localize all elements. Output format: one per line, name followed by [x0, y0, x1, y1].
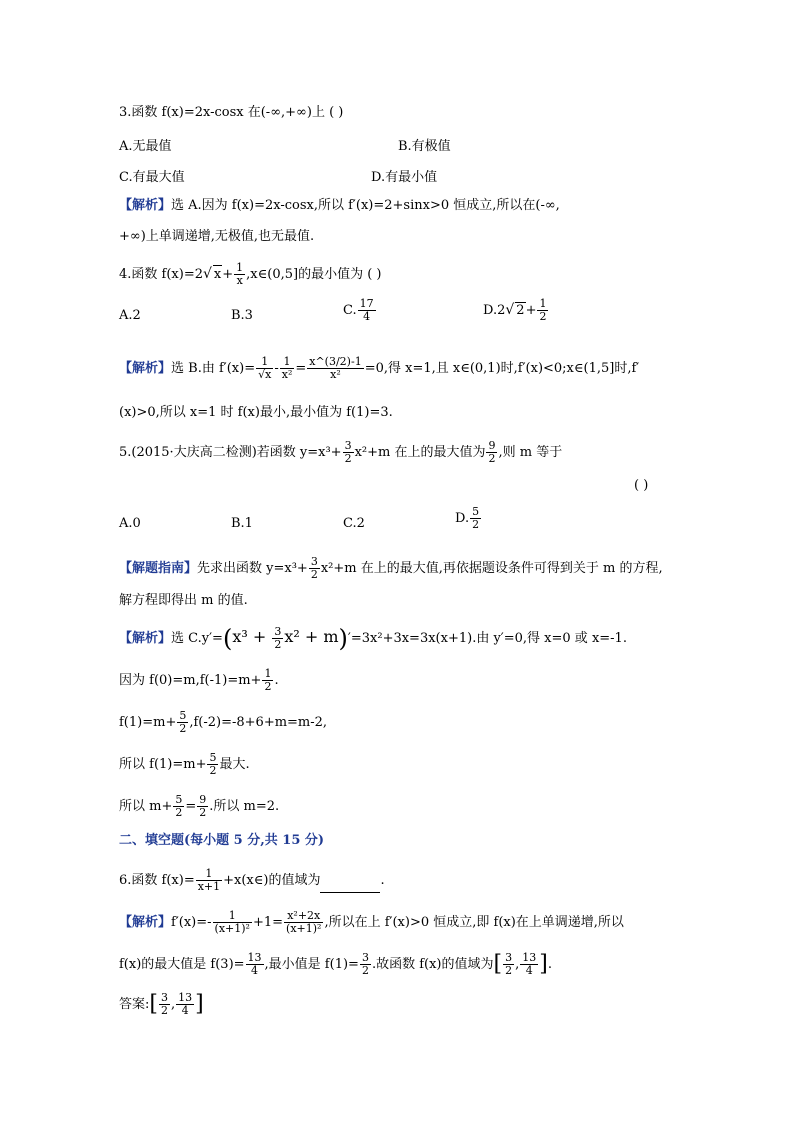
q6-a2-frac1 [246, 952, 264, 977]
analysis-tag: 【解析】 [119, 198, 172, 213]
q5-line2-den: 2 [264, 680, 272, 693]
q5-option-d-num: 5 [472, 505, 480, 518]
q5-guide-num: 3 [310, 555, 318, 568]
q4-a-den2: x² [281, 368, 293, 381]
q6-a2-rbracket: ] [539, 951, 548, 977]
q5-option-a: A.0 [119, 516, 141, 531]
q5-line5-eq: = [185, 799, 197, 814]
q6-analysis-line2 [119, 952, 552, 977]
q5-stem-num2: 9 [488, 439, 496, 452]
q6-a2-mid2: .故函数 f(x)的值域为 [371, 957, 494, 972]
q6-a2-end: . [547, 957, 552, 972]
q4-stem-pre: 4.函数 f(x)=2 [119, 267, 203, 282]
answer-rbracket: ] [195, 991, 204, 1017]
q5-line5-den: 2 [175, 806, 183, 819]
q4-option-c-fraction [358, 298, 376, 323]
q4-analysis-line1 [119, 356, 639, 381]
q4-analysis-text1b: =0,得 x=1,且 x∈(0,1)时,f′(x)<0;x∈(1,5]时,f′ [364, 361, 640, 376]
q6-a1-frac2 [284, 910, 323, 935]
q5-analysis-text1a: 选 C.y′= [171, 631, 223, 646]
q5-line5-frac1 [173, 794, 184, 819]
q5-guide-line1 [119, 556, 663, 581]
q4-analysis-frac2 [280, 356, 295, 381]
q6-answer-line [119, 992, 204, 1017]
q5-line3-pre: f(1)=m+ [119, 715, 177, 730]
section-title: 二、填空题(每小题 5 分,共 15 分) [119, 833, 325, 848]
q6-analysis-line1 [119, 910, 624, 935]
q4-option-a: A.2 [119, 308, 141, 323]
q5-guide-text1b: x²+m 在上的最大值,再依据题设条件可得到关于 m 的方程, [320, 561, 663, 576]
q4-stem: 4.函数 f(x)=2√ x+ $\frac{1}{x}$ ,x∈(0,5]的最小值为 ( ) [119, 261, 382, 287]
q6-a2-den1: 4 [246, 964, 264, 977]
q5-analysis-line1: 【解析】选 C.y′=(x³ + $\frac{3}{2}$ x² + m)′=3x²+3x=3x(x+1).由 y′=0,得 x=0 或 x=-1. [119, 624, 627, 653]
q5-guide-den: 2 [310, 568, 318, 581]
q4-stem-den: x [234, 274, 245, 287]
q6-a1-num1: 1 [228, 909, 236, 922]
q5-stem-num: 3 [344, 439, 352, 452]
q4-stem-post: ,x∈(0,5]的最小值为 ( ) [246, 267, 382, 282]
q4-option-c-pre: C. [343, 303, 357, 318]
q3-option-d: D.有最小值 [371, 170, 438, 185]
q5-line2-frac [262, 668, 273, 693]
q5-stem-mid: x²+m 在上的最大值为 [354, 445, 486, 460]
q5-line3-den: 2 [179, 722, 187, 735]
q3-option-b: B.有极值 [398, 139, 451, 154]
q6-a1-post: ,所以在上 f′(x)>0 恒成立,即 f(x)在上单调递增,所以 [324, 915, 624, 930]
q5-line2-post: . [274, 673, 279, 688]
q4-option-c [343, 298, 377, 323]
q3-option-a: A.无最值 [119, 139, 172, 154]
q5-option-d-fraction [470, 506, 481, 531]
q5-stem [119, 440, 562, 465]
q4-a-den3: x² [307, 368, 363, 381]
q4-option-d-pre: D.2 [483, 303, 506, 318]
q5-guide-line2: 解方程即得出 m 的值. [119, 593, 248, 608]
q5-analysis-line4 [119, 752, 250, 777]
q5-line3-post: ,f(-2)=-8+6+m=m-2, [189, 715, 328, 730]
q5-analysis-expr-b: x² + m [284, 627, 339, 646]
q5-analysis-frac [272, 626, 283, 651]
q5-line5-num2: 9 [199, 793, 207, 806]
q5-line5-num: 5 [175, 793, 183, 806]
q4-option-c-den: 4 [358, 310, 376, 323]
q4-analysis-line2: (x)>0,所以 x=1 时 f(x)最小,最小值为 f(1)=3. [119, 405, 393, 420]
q6-a1-pre: f′(x)=- [171, 915, 212, 930]
q4-stem-plus: + [222, 267, 234, 282]
analysis-tag: 【解析】 [119, 915, 172, 930]
q6-stem-pre: 6.函数 f(x)= [119, 873, 195, 888]
q5-analysis-den: 2 [274, 638, 282, 651]
q5-option-b: B.1 [231, 516, 253, 531]
q4-analysis-frac3 [307, 356, 363, 381]
q4-a-eq: = [295, 361, 307, 376]
q5-stem-frac1 [343, 440, 354, 465]
answer-frac2 [176, 992, 194, 1017]
q6-a2-lbracket: [ [493, 951, 503, 977]
q4-option-d-num: 1 [539, 297, 547, 310]
answer-frac1 [159, 992, 170, 1017]
q6-a2-pre: f(x)的最大值是 f(3)= [119, 957, 245, 972]
q5-analysis-line2 [119, 668, 279, 693]
q3-option-c: C.有最大值 [119, 170, 185, 185]
q6-a2-range-frac2 [520, 952, 538, 977]
q5-line2-num: 1 [264, 667, 272, 680]
q6-stem-frac [196, 868, 222, 893]
q6-a2-den2: 2 [361, 964, 369, 977]
q5-line4-pre: 所以 f(1)=m+ [119, 757, 207, 772]
q5-line2-pre: 因为 f(0)=m,f(-1)=m+ [119, 673, 262, 688]
q4-option-d-fraction [537, 298, 548, 323]
q5-line4-num: 5 [209, 751, 217, 764]
q6-stem-post: +x(x∈)的值域为 [223, 873, 321, 888]
q4-a-num3: x^(3/2)-1 [309, 355, 362, 368]
q3-analysis-line1 [119, 197, 560, 215]
q5-stem-den2: 2 [488, 452, 496, 465]
q5-stem-den: 2 [344, 452, 352, 465]
q5-stem-frac2 [486, 440, 497, 465]
q5-analysis-text1b: ′=3x²+3x=3x(x+1).由 y′=0,得 x=0 或 x=-1. [347, 631, 627, 646]
q5-answer-paren: ( ) [634, 478, 649, 493]
q4-option-d-sqrt: 2 [516, 303, 525, 318]
q5-line4-den: 2 [209, 764, 217, 777]
q5-line3-num: 5 [179, 709, 187, 722]
q5-analysis-expr-a: x³ + [232, 627, 272, 646]
q6-a2-frac2 [360, 952, 371, 977]
q6-stem [119, 868, 385, 893]
q5-line5-frac2 [197, 794, 208, 819]
q6-a1-den1: (x+1)² [214, 922, 250, 935]
q6-a1-num2: x²+2x [287, 909, 321, 922]
q5-guide-frac [309, 556, 320, 581]
answer-comma: , [170, 997, 176, 1012]
guide-tag: 【解题指南】 [119, 561, 198, 576]
q4-stem-fraction [234, 262, 245, 287]
answer-n2: 13 [178, 991, 193, 1004]
q4-option-d-den: 2 [539, 310, 547, 323]
q4-option-d: D.2√ 2+ $\frac{1}{2}$ [483, 297, 547, 323]
q5-analysis-line5 [119, 794, 279, 819]
q5-line5-post: .所以 m=2. [209, 799, 280, 814]
q5-analysis-num: 3 [274, 625, 282, 638]
q5-line3-frac [177, 710, 188, 735]
q5-stem-post: ,则 m 等于 [498, 445, 563, 460]
answer-d1: 2 [160, 1004, 168, 1017]
q4-option-b: B.3 [231, 308, 253, 323]
q4-a-num2: 1 [283, 355, 291, 368]
q5-option-d-pre: D. [455, 511, 470, 526]
q4-a-den1: √x [258, 368, 272, 381]
q6-stem-den: x+1 [197, 880, 221, 893]
q4-option-c-num: 17 [359, 297, 374, 310]
q3-stem [119, 104, 343, 122]
q4-analysis-text1a: 选 B.由 f′(x)= [171, 361, 256, 376]
answer-label: 答案: [119, 997, 150, 1012]
q6-a2-mid: ,最小值是 f(1)= [264, 957, 359, 972]
q5-option-c: C.2 [343, 516, 365, 531]
q6-a1-frac1 [213, 910, 252, 935]
q4-a-num1: 1 [261, 355, 269, 368]
q6-a1-den2: (x+1)² [286, 922, 322, 935]
q5-line4-frac [207, 752, 218, 777]
q4-stem-num: 1 [236, 261, 244, 274]
q5-option-d [455, 506, 482, 531]
answer-lbracket: [ [149, 991, 158, 1017]
q6-a2-rd2: 4 [520, 964, 538, 977]
q5-line4-post: 最大. [219, 757, 250, 772]
q6-stem-end: . [380, 873, 385, 888]
answer-n1: 3 [160, 991, 168, 1004]
q6-a2-rd1: 2 [505, 964, 513, 977]
q3-analysis-line2: +∞)上单调递增,无极值,也无最值. [119, 229, 315, 244]
q6-a2-num1: 13 [247, 951, 262, 964]
q6-stem-num: 1 [205, 867, 213, 880]
q6-a2-rn2: 13 [522, 951, 537, 964]
q4-option-d-plus: + [525, 303, 537, 318]
q5-line5-den2: 2 [199, 806, 207, 819]
answer-blank [320, 880, 380, 893]
q3-analysis-text1: 选 A.因为 f(x)=2x-cosx,所以 f′(x)=2+sinx>0 恒成立,所以在(-∞, [171, 198, 560, 213]
q5-line5-pre: 所以 m+ [119, 799, 173, 814]
q4-stem-sqrt: x [213, 267, 222, 282]
q6-a2-rn1: 3 [505, 951, 513, 964]
q5-option-d-den: 2 [472, 518, 480, 531]
q6-a2-num2: 3 [361, 951, 369, 964]
q4-a-minus: - [274, 361, 279, 376]
answer-d2: 4 [176, 1004, 194, 1017]
q6-a2-comma: , [515, 957, 520, 972]
q3-stem-text: 3.函数 f(x)=2x-cosx 在(-∞,+∞)上 ( ) [119, 105, 344, 120]
q6-a1-mid: +1= [252, 915, 284, 930]
q5-guide-text1a: 先求出函数 y=x³+ [197, 561, 308, 576]
analysis-tag: 【解析】 [119, 631, 172, 646]
q5-analysis-line3 [119, 710, 327, 735]
q6-a2-range-frac1 [503, 952, 514, 977]
q5-stem-pre: 5.(2015·大庆高二检测)若函数 y=x³+ [119, 445, 342, 460]
q4-analysis-frac1 [256, 356, 273, 381]
analysis-tag: 【解析】 [119, 361, 172, 376]
